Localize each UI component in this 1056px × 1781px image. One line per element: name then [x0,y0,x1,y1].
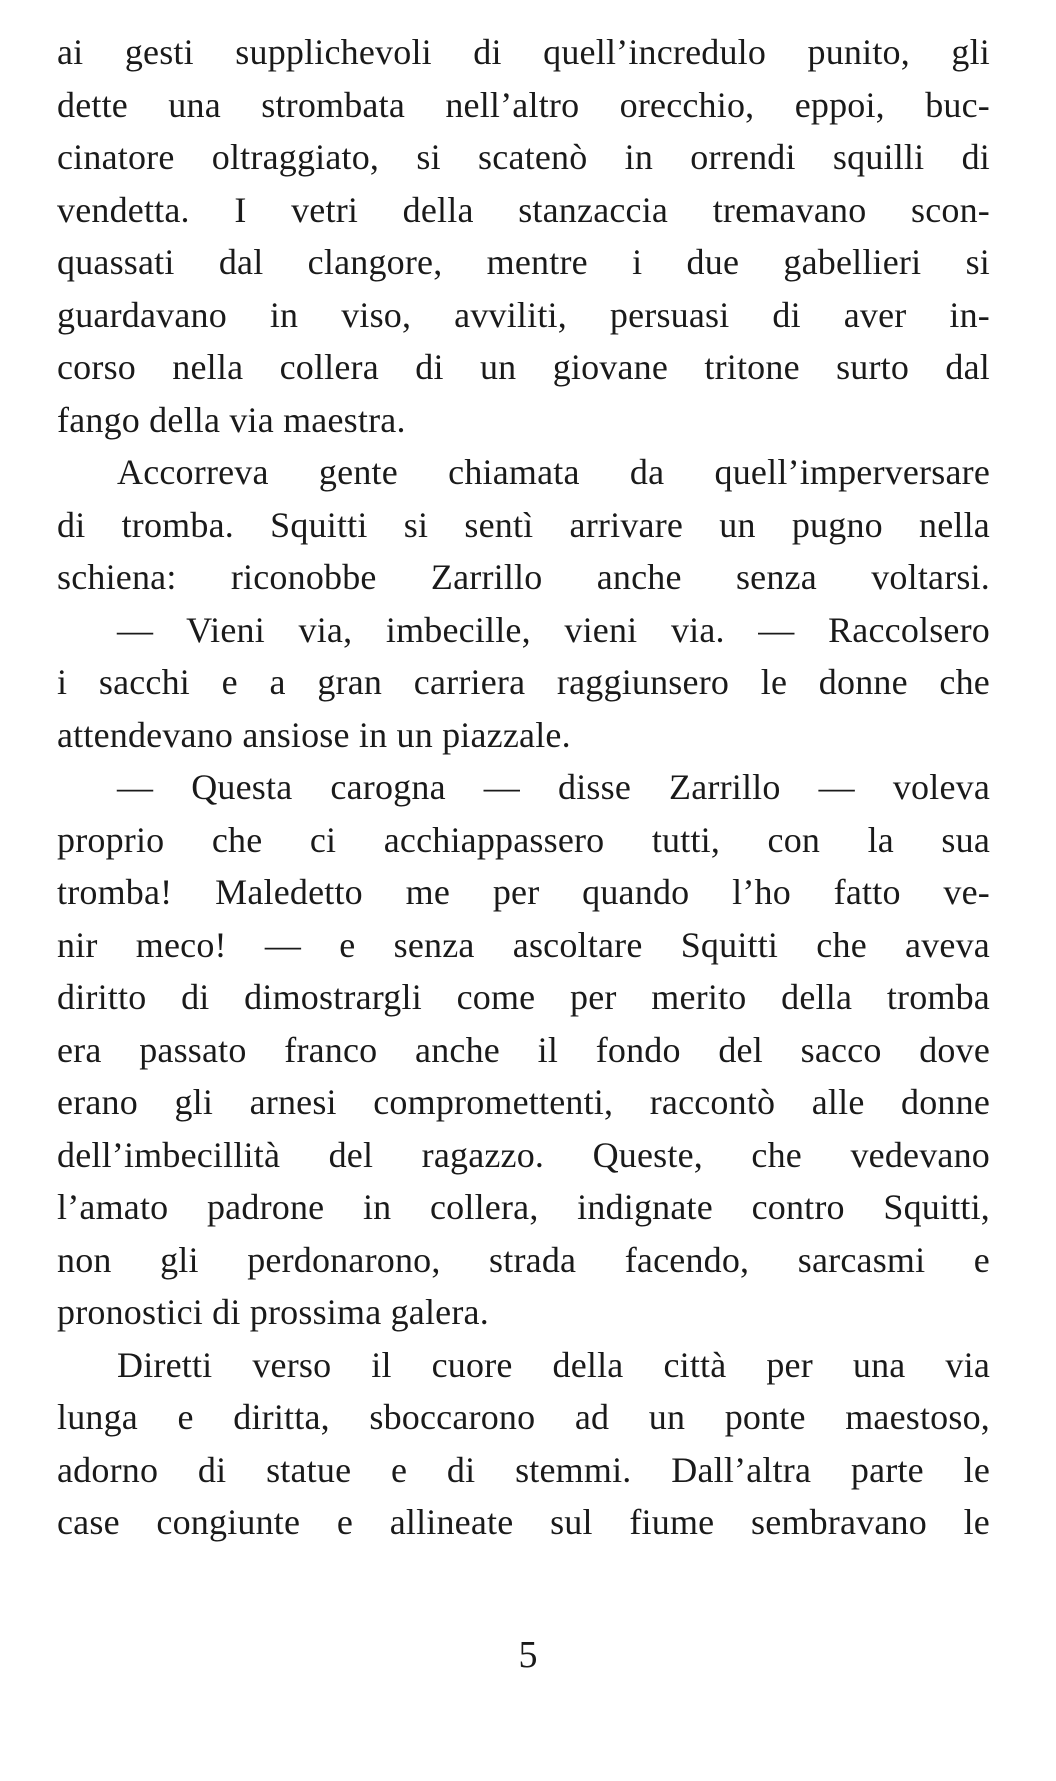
text-line: Diretti verso il cuore della città per una via [117,1344,990,1385]
text-line: cinatore oltraggiato, si scatenò in orrendi squilli di [57,137,990,177]
text-line: proprio che ci acchiappassero tutti, con la sua [57,819,990,860]
text-line: Accorreva gente chiamata da quell’imperversare [117,452,990,492]
text-line: tromba! Maledetto me per quando l’ho fatto ve- [57,872,990,912]
text-line: — Vieni via, imbecille, vieni via. — Raccolsero [117,609,990,650]
text-line: erano gli arnesi compromettenti, raccontò alle donne [57,1082,990,1122]
body-text [57,26,990,1549]
text-line: lunga e diritta, sboccarono ad un ponte maestoso, [57,1397,990,1437]
text-line: dette una strombata nell’altro orecchio, eppoi, buc- [57,84,990,125]
text-line: i sacchi e a gran carriera raggiunsero le donne che [57,662,990,702]
text-line: guardavano in viso, avviliti, persuasi di aver in- [57,294,990,335]
text-line: l’amato padrone in collera, indignate contro Squitti, [57,1187,990,1227]
text-line: pronostici di prossima galera. [57,1292,489,1332]
text-line: era passato franco anche il fondo del sacco dove [57,1029,990,1070]
text-line: nir meco! — e senza ascoltare Squitti che aveva [57,924,990,965]
text-line: schiena: riconobbe Zarrillo anche senza voltarsi. [57,557,990,597]
text-line: corso nella collera di un giovane tritone surto dal [57,347,990,387]
text-line: diritto di dimostrargli come per merito della tromba [57,977,990,1017]
text-line: fango della via maestra. [57,399,406,440]
text-line: dell’imbecillità del ragazzo. Queste, che vedevano [57,1134,990,1175]
text-line: di tromba. Squitti si sentì arrivare un pugno nella [57,504,990,545]
text-line: — Questa carogna — disse Zarrillo — voleva [117,767,990,807]
text-line: adorno di statue e di stemmi. Dall’altra parte le [57,1449,990,1490]
text-line: case congiunte e allineate sul fiume sembravano le [57,1502,990,1542]
text-line: vendetta. I vetri della stanzaccia tremavano scon- [57,189,990,230]
text-line: quassati dal clangore, mentre i due gabellieri si [57,242,990,282]
text-line: attendevano ansiose in un piazzale. [57,714,571,755]
text-line: non gli perdonarono, strada facendo, sarcasmi e [57,1239,990,1280]
text-line: ai gesti supplichevoli di quell’incredulo punito, gli [57,32,990,72]
page-number: 5 [518,1634,538,1676]
